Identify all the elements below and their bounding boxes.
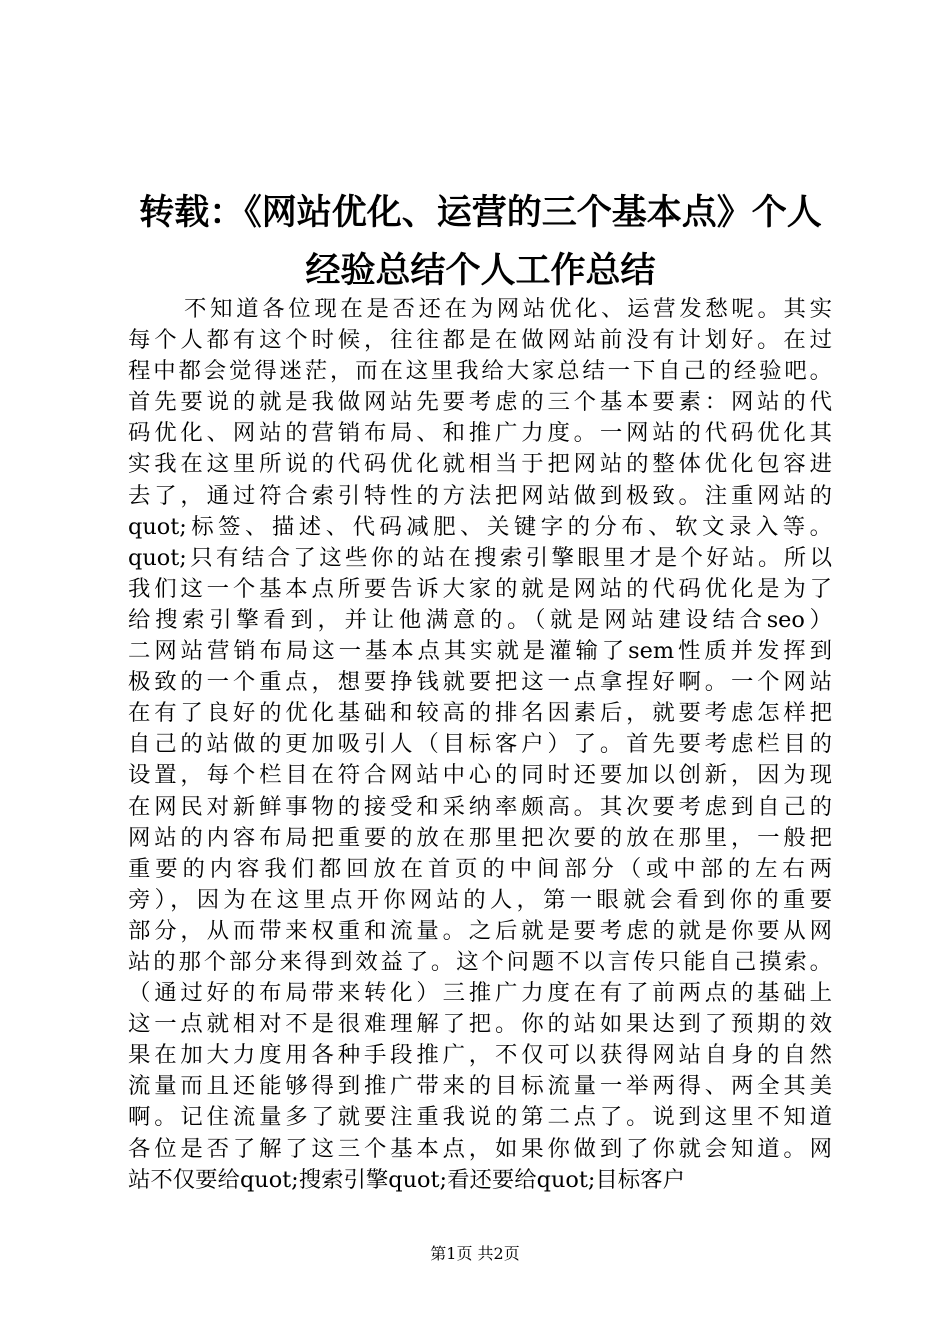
body-line: 去了，通过符合索引特性的方法把网站做到极致。注重网站的: [128, 482, 832, 509]
body-line: 在有了良好的优化基础和较高的排名因素后，就要考虑怎样把: [128, 700, 832, 727]
body-line: quot;标签、描述、代码减肥、关键字的分布、软文录入等。: [128, 513, 832, 540]
body-line: 首先要说的就是我做网站先要考虑的三个基本要素：网站的代: [128, 389, 832, 416]
body-line: 啊。记住流量多了就要注重我说的第二点了。说到这里不知道: [128, 1104, 832, 1131]
body-line: 这一点就相对不是很难理解了把。你的站如果达到了预期的效: [128, 1011, 832, 1038]
body-line: 实我在这里所说的代码优化就相当于把网站的整体优化包容进: [128, 451, 832, 478]
body-line: 设置，每个栏目在符合网站中心的同时还要加以创新，因为现: [128, 762, 832, 789]
body-line: quot;只有结合了这些你的站在搜索引擎眼里才是个好站。所以: [128, 544, 832, 571]
body-line: 极致的一个重点，想要挣钱就要把这一点拿捏好啊。一个网站: [128, 669, 832, 696]
document-body: [128, 294, 832, 1196]
body-line: 二网站营销布局这一基本点其实就是灌输了sem性质并发挥到: [128, 638, 832, 665]
body-line: 自己的站做的更加吸引人（目标客户）了。首先要考虑栏目的: [128, 731, 832, 758]
body-line: 重要的内容我们都回放在首页的中间部分（或中部的左右两: [128, 855, 832, 882]
body-line: 部分，从而带来权重和流量。之后就是要考虑的就是你要从网: [128, 917, 832, 944]
body-line: 站不仅要给quot;搜索引擎quot;看还要给quot;目标客户: [128, 1166, 685, 1193]
body-line: 每个人都有这个时候，往往都是在做网站前没有计划好。在过: [128, 327, 832, 354]
page-footer: [0, 1243, 950, 1265]
title-line-2: 经验总结个人工作总结: [305, 250, 656, 291]
body-line: 果在加大力度用各种手段推广，不仅可以获得网站自身的自然: [128, 1042, 832, 1069]
body-line: 不知道各位现在是否还在为网站优化、运营发愁呢。其实: [184, 296, 832, 322]
body-line: 我们这一个基本点所要告诉大家的就是网站的代码优化是为了: [128, 575, 832, 602]
body-line: 网站的内容布局把重要的放在那里把次要的放在那里，一般把: [128, 824, 832, 851]
document-title: [128, 184, 833, 300]
body-line: 在网民对新鲜事物的接受和采纳率颇高。其次要考虑到自己的: [128, 793, 832, 820]
body-line: 站的那个部分来得到效益了。这个问题不以言传只能自己摸索。: [128, 948, 832, 975]
body-line: 码优化、网站的营销布局、和推广力度。一网站的代码优化其: [128, 420, 832, 447]
title-line-1: 转载：《网站优化、运营的三个基本点》个人: [139, 192, 822, 233]
body-line: （通过好的布局带来转化）三推广力度在有了前两点的基础上: [128, 980, 832, 1007]
body-line: 程中都会觉得迷茫，而在这里我给大家总结一下自己的经验吧。: [128, 358, 832, 385]
body-line: 各位是否了解了这三个基本点，如果你做到了你就会知道。网: [128, 1135, 832, 1162]
body-line: 给搜索引擎看到，并让他满意的。（就是网站建设结合seo）: [128, 606, 832, 633]
body-line: 流量而且还能够得到推广带来的目标流量一举两得、两全其美: [128, 1073, 832, 1100]
body-line: 旁），因为在这里点开你网站的人，第一眼就会看到你的重要: [128, 886, 832, 913]
page-indicator: 第1页 共2页: [430, 1244, 520, 1263]
